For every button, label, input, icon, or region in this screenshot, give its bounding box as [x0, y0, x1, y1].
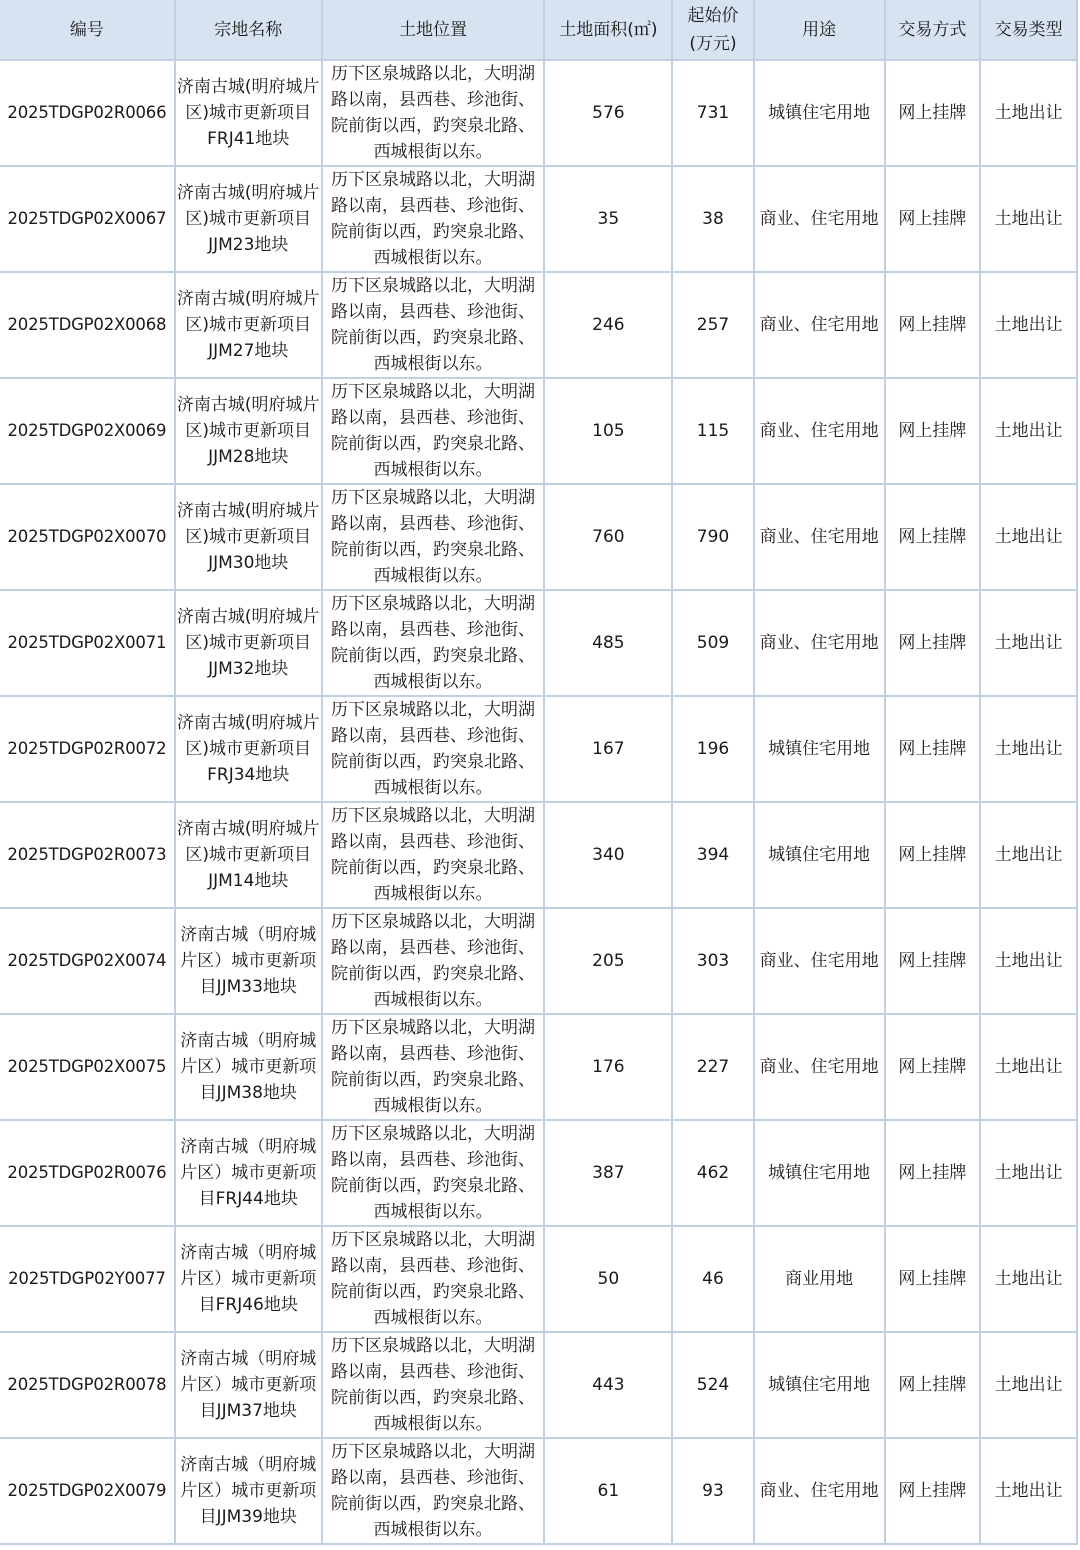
cell-trade-type: 土地出让: [980, 272, 1077, 378]
header-name: 宗地名称: [175, 0, 322, 60]
cell-parcel-name: 济南古城（明府城片区）城市更新项目FRJ46地块: [175, 1226, 322, 1332]
table-row: [0, 166, 1077, 272]
cell-trade-type: 土地出让: [980, 696, 1077, 802]
cell-trade-type: 土地出让: [980, 378, 1077, 484]
cell-trade-type: 土地出让: [980, 590, 1077, 696]
table-row: [0, 272, 1077, 378]
cell-parcel-name: 济南古城(明府城片区)城市更新项目FRJ34地块: [175, 696, 322, 802]
table-row: [0, 1226, 1077, 1332]
cell-parcel-name: 济南古城(明府城片区)城市更新项目JJM27地块: [175, 272, 322, 378]
cell-parcel-name: 济南古城（明府城片区）城市更新项目FRJ44地块: [175, 1120, 322, 1226]
cell-trade-method: 网上挂牌: [885, 908, 981, 1014]
cell-land-use: 城镇住宅用地: [754, 696, 885, 802]
cell-area: 50: [544, 1226, 672, 1332]
cell-land-use: 城镇住宅用地: [754, 802, 885, 908]
cell-code: 2025TDGP02X0074: [0, 908, 175, 1014]
cell-location: 历下区泉城路以北，大明湖路以南，县西巷、珍池街、院前街以西，趵突泉北路、西城根街以东。: [322, 1226, 545, 1332]
cell-code: 2025TDGP02R0066: [0, 60, 175, 166]
cell-location: 历下区泉城路以北，大明湖路以南，县西巷、珍池街、院前街以西，趵突泉北路、西城根街以东。: [322, 1014, 545, 1120]
cell-trade-type: 土地出让: [980, 484, 1077, 590]
cell-trade-method: 网上挂牌: [885, 378, 981, 484]
cell-parcel-name: 济南古城(明府城片区)城市更新项目JJM23地块: [175, 166, 322, 272]
cell-start-price: 731: [672, 60, 753, 166]
cell-code: 2025TDGP02X0069: [0, 378, 175, 484]
cell-area: 576: [544, 60, 672, 166]
cell-trade-method: 网上挂牌: [885, 484, 981, 590]
table-row: [0, 1014, 1077, 1120]
cell-trade-method: 网上挂牌: [885, 272, 981, 378]
cell-trade-method: 网上挂牌: [885, 696, 981, 802]
cell-parcel-name: 济南古城(明府城片区)城市更新项目JJM30地块: [175, 484, 322, 590]
cell-parcel-name: 济南古城(明府城片区)城市更新项目FRJ41地块: [175, 60, 322, 166]
cell-location: 历下区泉城路以北，大明湖路以南，县西巷、珍池街、院前街以西，趵突泉北路、西城根街以东。: [322, 908, 545, 1014]
cell-location: 历下区泉城路以北，大明湖路以南，县西巷、珍池街、院前街以西，趵突泉北路、西城根街以东。: [322, 60, 545, 166]
header-price: [672, 0, 753, 60]
table-row: [0, 378, 1077, 484]
cell-location: 历下区泉城路以北，大明湖路以南，县西巷、珍池街、院前街以西，趵突泉北路、西城根街以东。: [322, 1438, 545, 1544]
cell-land-use: 城镇住宅用地: [754, 1332, 885, 1438]
cell-trade-method: 网上挂牌: [885, 802, 981, 908]
cell-trade-method: 网上挂牌: [885, 166, 981, 272]
header-price-unit: (万元): [689, 33, 737, 54]
table-row: [0, 484, 1077, 590]
header-area: 土地面积(㎡): [544, 0, 672, 60]
cell-land-use: 商业、住宅用地: [754, 590, 885, 696]
cell-parcel-name: 济南古城（明府城片区）城市更新项目JJM33地块: [175, 908, 322, 1014]
cell-start-price: 462: [672, 1120, 753, 1226]
cell-parcel-name: 济南古城（明府城片区）城市更新项目JJM39地块: [175, 1438, 322, 1544]
table-row: [0, 1438, 1077, 1544]
cell-trade-type: 土地出让: [980, 1226, 1077, 1332]
cell-area: 167: [544, 696, 672, 802]
cell-start-price: 257: [672, 272, 753, 378]
cell-location: 历下区泉城路以北，大明湖路以南，县西巷、珍池街、院前街以西，趵突泉北路、西城根街以东。: [322, 378, 545, 484]
header-code: 编号: [0, 0, 175, 60]
cell-location: 历下区泉城路以北，大明湖路以南，县西巷、珍池街、院前街以西，趵突泉北路、西城根街以东。: [322, 590, 545, 696]
cell-parcel-name: 济南古城（明府城片区）城市更新项目JJM37地块: [175, 1332, 322, 1438]
header-location: 土地位置: [322, 0, 545, 60]
cell-land-use: 商业、住宅用地: [754, 1438, 885, 1544]
cell-land-use: 城镇住宅用地: [754, 60, 885, 166]
cell-land-use: 商业、住宅用地: [754, 166, 885, 272]
cell-parcel-name: 济南古城(明府城片区)城市更新项目JJM28地块: [175, 378, 322, 484]
cell-land-use: 商业用地: [754, 1226, 885, 1332]
cell-location: 历下区泉城路以北，大明湖路以南，县西巷、珍池街、院前街以西，趵突泉北路、西城根街以东。: [322, 696, 545, 802]
cell-trade-type: 土地出让: [980, 908, 1077, 1014]
cell-start-price: 524: [672, 1332, 753, 1438]
cell-parcel-name: 济南古城(明府城片区)城市更新项目JJM14地块: [175, 802, 322, 908]
cell-trade-type: 土地出让: [980, 1120, 1077, 1226]
cell-trade-type: 土地出让: [980, 60, 1077, 166]
cell-start-price: 38: [672, 166, 753, 272]
cell-start-price: 196: [672, 696, 753, 802]
header-price-title: 起始价: [687, 5, 739, 26]
cell-code: 2025TDGP02X0067: [0, 166, 175, 272]
cell-code: 2025TDGP02R0072: [0, 696, 175, 802]
cell-trade-method: 网上挂牌: [885, 590, 981, 696]
header-method: 交易方式: [885, 0, 981, 60]
table-row: [0, 1332, 1077, 1438]
cell-land-use: 商业、住宅用地: [754, 378, 885, 484]
cell-trade-type: 土地出让: [980, 1332, 1077, 1438]
cell-trade-method: 网上挂牌: [885, 1014, 981, 1120]
cell-area: 176: [544, 1014, 672, 1120]
cell-start-price: 509: [672, 590, 753, 696]
cell-area: 443: [544, 1332, 672, 1438]
cell-code: 2025TDGP02R0073: [0, 802, 175, 908]
cell-code: 2025TDGP02X0071: [0, 590, 175, 696]
cell-code: 2025TDGP02X0075: [0, 1014, 175, 1120]
table-body: [0, 60, 1077, 1544]
cell-trade-method: 网上挂牌: [885, 1120, 981, 1226]
cell-land-use: 商业、住宅用地: [754, 1014, 885, 1120]
cell-trade-type: 土地出让: [980, 1438, 1077, 1544]
cell-location: 历下区泉城路以北，大明湖路以南，县西巷、珍池街、院前街以西，趵突泉北路、西城根街以东。: [322, 272, 545, 378]
cell-location: 历下区泉城路以北，大明湖路以南，县西巷、珍池街、院前街以西，趵突泉北路、西城根街以东。: [322, 166, 545, 272]
cell-area: 205: [544, 908, 672, 1014]
header-type: 交易类型: [980, 0, 1077, 60]
cell-area: 340: [544, 802, 672, 908]
cell-start-price: 227: [672, 1014, 753, 1120]
cell-start-price: 46: [672, 1226, 753, 1332]
cell-location: 历下区泉城路以北，大明湖路以南，县西巷、珍池街、院前街以西，趵突泉北路、西城根街以东。: [322, 484, 545, 590]
cell-trade-method: 网上挂牌: [885, 1438, 981, 1544]
cell-area: 246: [544, 272, 672, 378]
cell-parcel-name: 济南古城(明府城片区)城市更新项目JJM32地块: [175, 590, 322, 696]
cell-start-price: 303: [672, 908, 753, 1014]
cell-start-price: 93: [672, 1438, 753, 1544]
cell-area: 35: [544, 166, 672, 272]
cell-area: 760: [544, 484, 672, 590]
cell-parcel-name: 济南古城（明府城片区）城市更新项目JJM38地块: [175, 1014, 322, 1120]
cell-location: 历下区泉城路以北，大明湖路以南，县西巷、珍池街、院前街以西，趵突泉北路、西城根街以东。: [322, 802, 545, 908]
cell-land-use: 商业、住宅用地: [754, 908, 885, 1014]
cell-location: 历下区泉城路以北，大明湖路以南，县西巷、珍池街、院前街以西，趵突泉北路、西城根街以东。: [322, 1332, 545, 1438]
table-row: [0, 1120, 1077, 1226]
table-row: [0, 802, 1077, 908]
table-row: [0, 696, 1077, 802]
cell-land-use: 商业、住宅用地: [754, 484, 885, 590]
cell-code: 2025TDGP02R0076: [0, 1120, 175, 1226]
cell-trade-method: 网上挂牌: [885, 60, 981, 166]
table-row: [0, 590, 1077, 696]
table-row: [0, 60, 1077, 166]
cell-code: 2025TDGP02X0079: [0, 1438, 175, 1544]
cell-code: 2025TDGP02Y0077: [0, 1226, 175, 1332]
cell-location: 历下区泉城路以北，大明湖路以南，县西巷、珍池街、院前街以西，趵突泉北路、西城根街以东。: [322, 1120, 545, 1226]
cell-area: 387: [544, 1120, 672, 1226]
cell-code: 2025TDGP02X0068: [0, 272, 175, 378]
cell-trade-type: 土地出让: [980, 802, 1077, 908]
cell-area: 61: [544, 1438, 672, 1544]
table-header-row: [0, 0, 1077, 60]
cell-trade-type: 土地出让: [980, 1014, 1077, 1120]
cell-area: 485: [544, 590, 672, 696]
table-row: [0, 908, 1077, 1014]
cell-land-use: 城镇住宅用地: [754, 1120, 885, 1226]
cell-start-price: 790: [672, 484, 753, 590]
cell-code: 2025TDGP02R0078: [0, 1332, 175, 1438]
cell-land-use: 商业、住宅用地: [754, 272, 885, 378]
cell-code: 2025TDGP02X0070: [0, 484, 175, 590]
cell-trade-type: 土地出让: [980, 166, 1077, 272]
cell-start-price: 115: [672, 378, 753, 484]
cell-trade-method: 网上挂牌: [885, 1226, 981, 1332]
cell-start-price: 394: [672, 802, 753, 908]
cell-trade-method: 网上挂牌: [885, 1332, 981, 1438]
header-use: 用途: [754, 0, 885, 60]
cell-area: 105: [544, 378, 672, 484]
